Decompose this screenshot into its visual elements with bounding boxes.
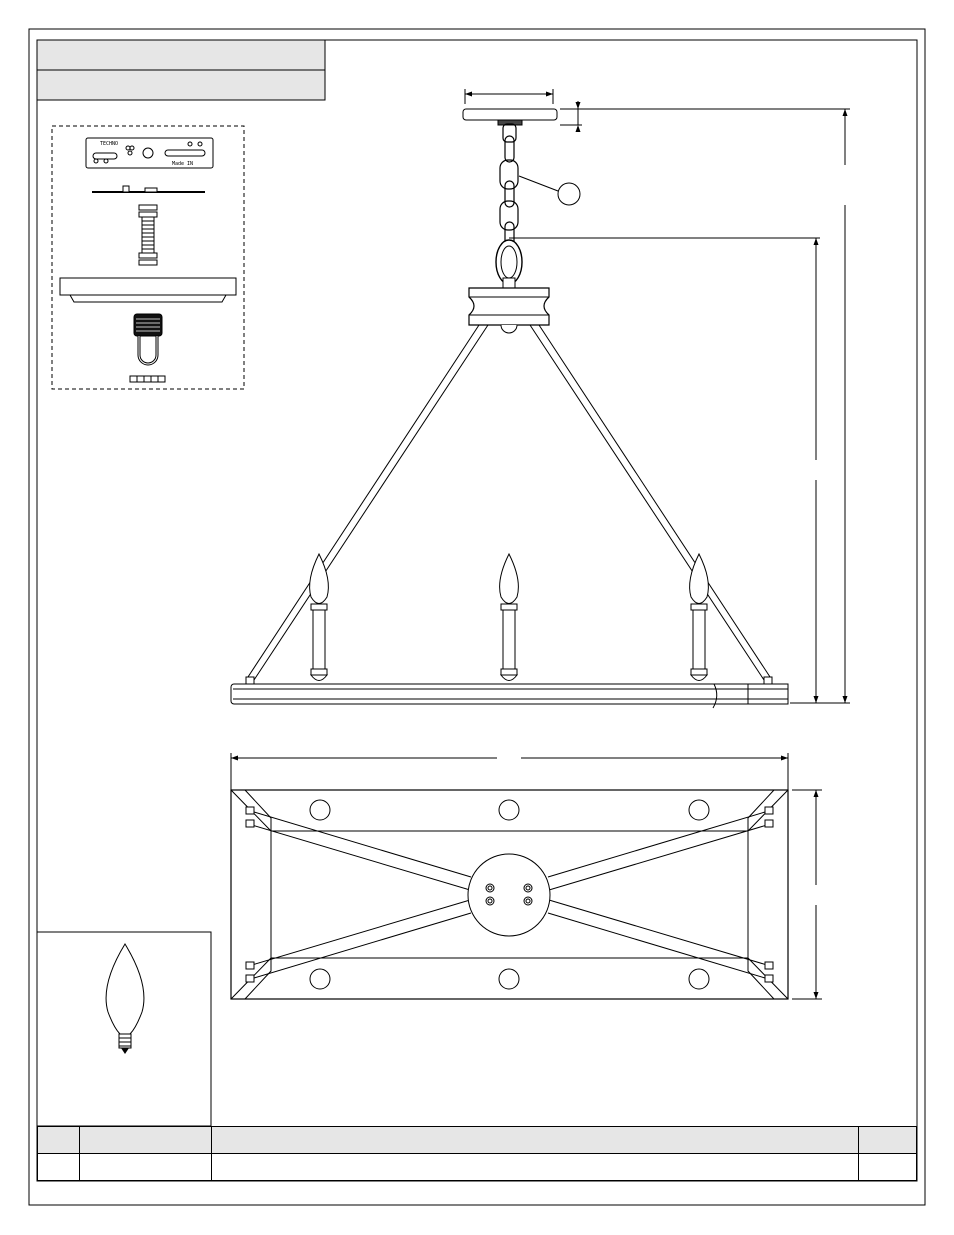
plan-view [231, 753, 822, 999]
title-line-1 [37, 40, 325, 70]
canopy [463, 109, 557, 120]
mounting-kit [52, 126, 244, 389]
bulb-detail [37, 932, 211, 1126]
center-hub [469, 288, 549, 325]
table-cell-qty [858, 1153, 917, 1181]
candle-right [690, 554, 709, 681]
table-header-part [79, 1126, 212, 1154]
table-header-qty [858, 1126, 917, 1154]
table-cell-description [211, 1153, 859, 1181]
plate-label-left: TECHNO [100, 141, 119, 147]
table-cell-no [37, 1153, 80, 1181]
elevation-view [231, 89, 850, 708]
chain-callout-leader [519, 176, 558, 191]
candle-center [500, 554, 519, 681]
bottom-frame [231, 684, 788, 708]
candle-left [310, 554, 329, 681]
table-header-description [211, 1126, 859, 1154]
chain [500, 124, 518, 246]
title-line-2 [37, 70, 325, 100]
table-header-no [37, 1126, 80, 1154]
plate-label-right: Made IN [172, 161, 194, 167]
table-cell-part [79, 1153, 212, 1181]
chain-callout-bubble [558, 183, 580, 205]
plan-hub [468, 854, 550, 936]
